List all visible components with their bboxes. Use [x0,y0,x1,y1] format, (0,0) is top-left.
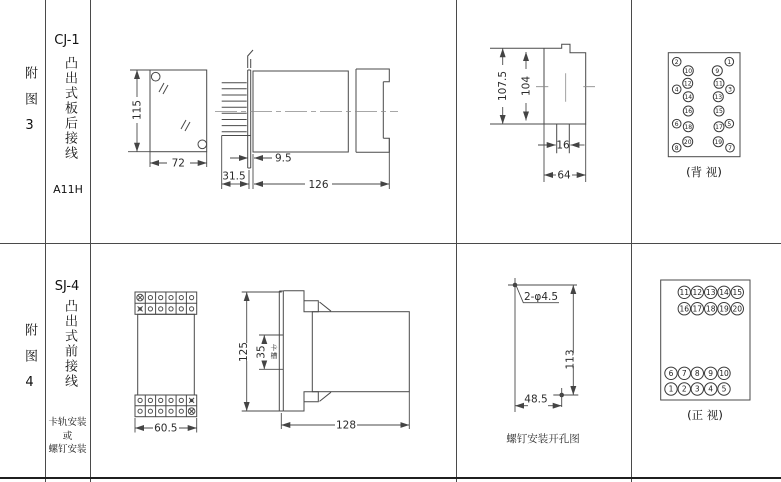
dim-128: 128 [335,419,357,432]
hatch-marks [159,83,190,131]
grid-hline-bottom [0,477,781,479]
figure4-mount-note-3: 螺钉安装 [48,444,87,455]
top-clip [283,291,331,312]
dim-16: 16 [556,139,570,152]
terminal-number: 4 [674,86,679,94]
rear-flange [356,69,389,152]
grid-hline-middle [0,243,781,244]
terminal-number: 12 [692,288,703,297]
hanging-hook [248,50,253,68]
din-plate [279,291,283,411]
hole-diagram-caption: 螺钉安装开孔图 [506,433,580,445]
terminal-number: 19 [719,304,729,314]
terminal-number: 4 [708,384,714,394]
terminal-number: 13 [705,288,716,297]
terminal-number: 18 [684,123,693,131]
terminal-number: 3 [728,86,732,94]
front-plate-drawing [115,55,225,185]
terminal-number: 14 [719,288,729,297]
terminal-number: 15 [715,108,723,116]
front-view-caption: (正 视) [687,408,723,422]
terminal-number: 11 [679,288,690,297]
terminal-number: 8 [674,144,679,152]
terminal-pins [222,83,251,136]
terminal-number: 10 [719,369,729,378]
terminal-number: 17 [692,304,703,314]
panel-cutout-drawing [480,25,620,195]
figure4-mount-title: 凸出式前接线 [62,299,77,389]
terminal-number: 11 [715,80,723,88]
bottom-clip [283,392,331,411]
terminal-number: 20 [683,138,692,146]
figure4-model: SJ-4 [54,279,80,294]
terminal-number: 1 [727,58,732,66]
figure3-mount-title: 凸出式板后接线 [62,56,77,161]
terminal-number: 7 [728,144,732,152]
terminal-number: 19 [714,138,723,146]
dim-107-5: 107.5 [497,70,510,102]
figure4-mount-note-1: 卡轨安装 [48,417,87,428]
terminal-number: 17 [715,123,723,131]
dim-125: 125 [238,341,250,363]
terminal-number: 14 [684,93,693,101]
side-view-drawing [210,40,400,195]
mounting-hole-drawing [495,270,615,455]
terminal-number: 9 [715,67,720,75]
mounting-plate [248,70,251,168]
din-side-view-drawing [235,258,420,438]
dim-72: 72 [171,157,185,170]
card-slot-label: 卡槽 [270,344,278,360]
hole-callout: 2-φ4.5 [523,291,559,303]
grid-vline-1 [45,0,46,482]
grid-vline-2 [90,0,91,482]
front-terminal-view [648,272,763,432]
terminal-number: 8 [694,369,700,378]
terminal-number: 2 [681,384,687,394]
dim-35: 35 [255,345,268,359]
terminal-number: 2 [674,58,679,66]
figure4-row-label: 附图4 [22,323,37,403]
relay-body-side [312,312,409,392]
terminal-number: 10 [684,67,693,75]
terminal-number: 16 [679,304,690,314]
terminal-number: 6 [674,120,679,128]
dim-60-5: 60.5 [154,422,178,435]
dim-48-5: 48.5 [524,393,548,406]
dim-9-5: 9.5 [275,152,292,165]
terminal-number: 18 [705,304,716,314]
terminal-number: 7 [681,369,687,378]
terminal-number: 6 [668,369,674,378]
grid-vline-3 [456,0,457,482]
terminal-number: 16 [684,108,693,116]
figure3-code: A11H [53,183,83,196]
dim-31-5: 31.5 [222,170,246,183]
dim-126: 126 [308,178,329,191]
grid-vline-4 [631,0,632,482]
terminal-number: 9 [708,369,714,378]
dim-113: 113 [564,349,577,370]
terminal-number: 12 [683,80,692,88]
front-panel-drawing [125,280,215,435]
dim-104: 104 [520,75,533,97]
dim-115: 115 [131,99,144,121]
rear-terminal-view [645,45,765,195]
dim-64: 64 [557,169,571,182]
rear-view-caption: (背 视) [686,165,722,179]
terminal-number: 20 [732,304,743,314]
terminal-number: 13 [714,93,723,101]
terminal-number: 5 [727,120,732,128]
terminal-number: 1 [668,384,674,394]
terminal-number: 3 [694,384,700,394]
figure3-model: CJ-1 [54,33,80,48]
figure3-row-label: 附图3 [22,66,37,146]
terminal-number: 15 [732,288,743,297]
figure4-mount-note-2: 或 [62,431,73,442]
terminal-number: 5 [721,384,727,394]
